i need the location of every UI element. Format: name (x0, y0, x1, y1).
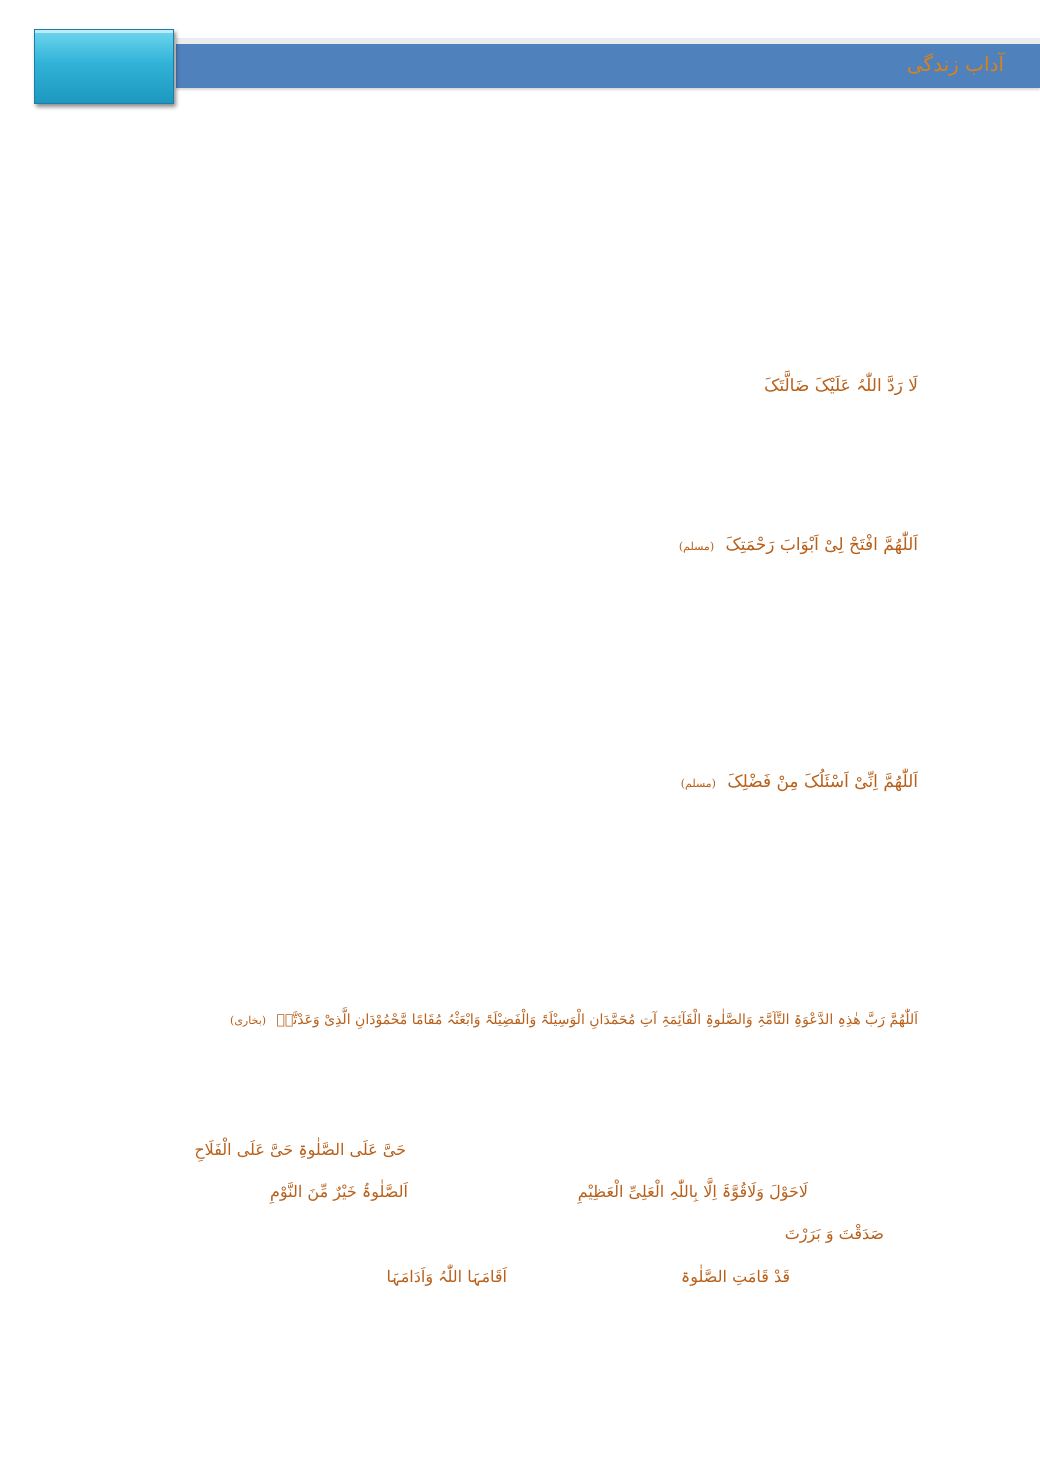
iqamah-phrase-qad-qamat: قَدْ قَامَتِ الصَّلٰوۃ (680, 1267, 790, 1286)
dua-lost-item (764, 376, 918, 396)
response-la-hawla: لَاحَوْلَ وَلَاقُوَّۃَ اِلَّا بِاللّٰہِ الْعَلِیِّ الْعَظِیْمِ (577, 1182, 808, 1201)
header-title: آداب زندگی (906, 52, 1004, 76)
dua-entering-mosque (679, 535, 918, 555)
dua-source: (مسلم) (680, 777, 716, 790)
header-bar (176, 44, 1040, 88)
page-number-box (34, 29, 174, 104)
response-sadaqta: صَدَقْتَ وَ بَرَرْتَ (784, 1224, 884, 1243)
dua-text: اَللّٰھُمَّ افْتَحْ لِیْ اَبْوَابَ رَحْمَتِکَ (725, 535, 918, 555)
dua-text: لَا رَدَّ اللّٰہُ عَلَیْکَ ضَالَّتَکَ (764, 376, 918, 396)
adhan-phrase-as-salatu: اَلصَّلٰوۃُ خَیْرٌ مِّنَ النَّوْمِ (269, 1182, 408, 1201)
adhan-phrase-hayya: حَیَّ عَلَی الصَّلٰوۃِ حَیَّ عَلَی الْفَلَاحِ (194, 1140, 406, 1159)
dua-leaving-mosque (681, 772, 918, 792)
dua-source: (مسلم) (678, 540, 715, 553)
response-aqamaha: اَقَامَہَا اللّٰہُ وَاَدَامَہَا (386, 1267, 507, 1286)
dua-text: اَللّٰھُمَّ اِنِّیْ اَسْئَلُکَ مِنْ فَضْلِکَ (727, 772, 918, 792)
dua-text: اَللّٰھُمَّ رَبَّ ھٰذِہِ الدَّعْوَۃِ التَّآمَّۃِ وَالصَّلٰوۃِ الْقَآئِمَۃِ آتِ مُحَمَّدَانِ الْوَسِیْلَۃَ وَالْفَضِیْلَۃَ وَابْعَثْہُ مُقَامًا مَّحْمُوْدَانِ الَّذِیْ وَعَدْتَّہٗ (276, 1012, 918, 1028)
dua-source: (بخاری) (230, 1014, 267, 1027)
dua-after-adhan (230, 1012, 918, 1029)
